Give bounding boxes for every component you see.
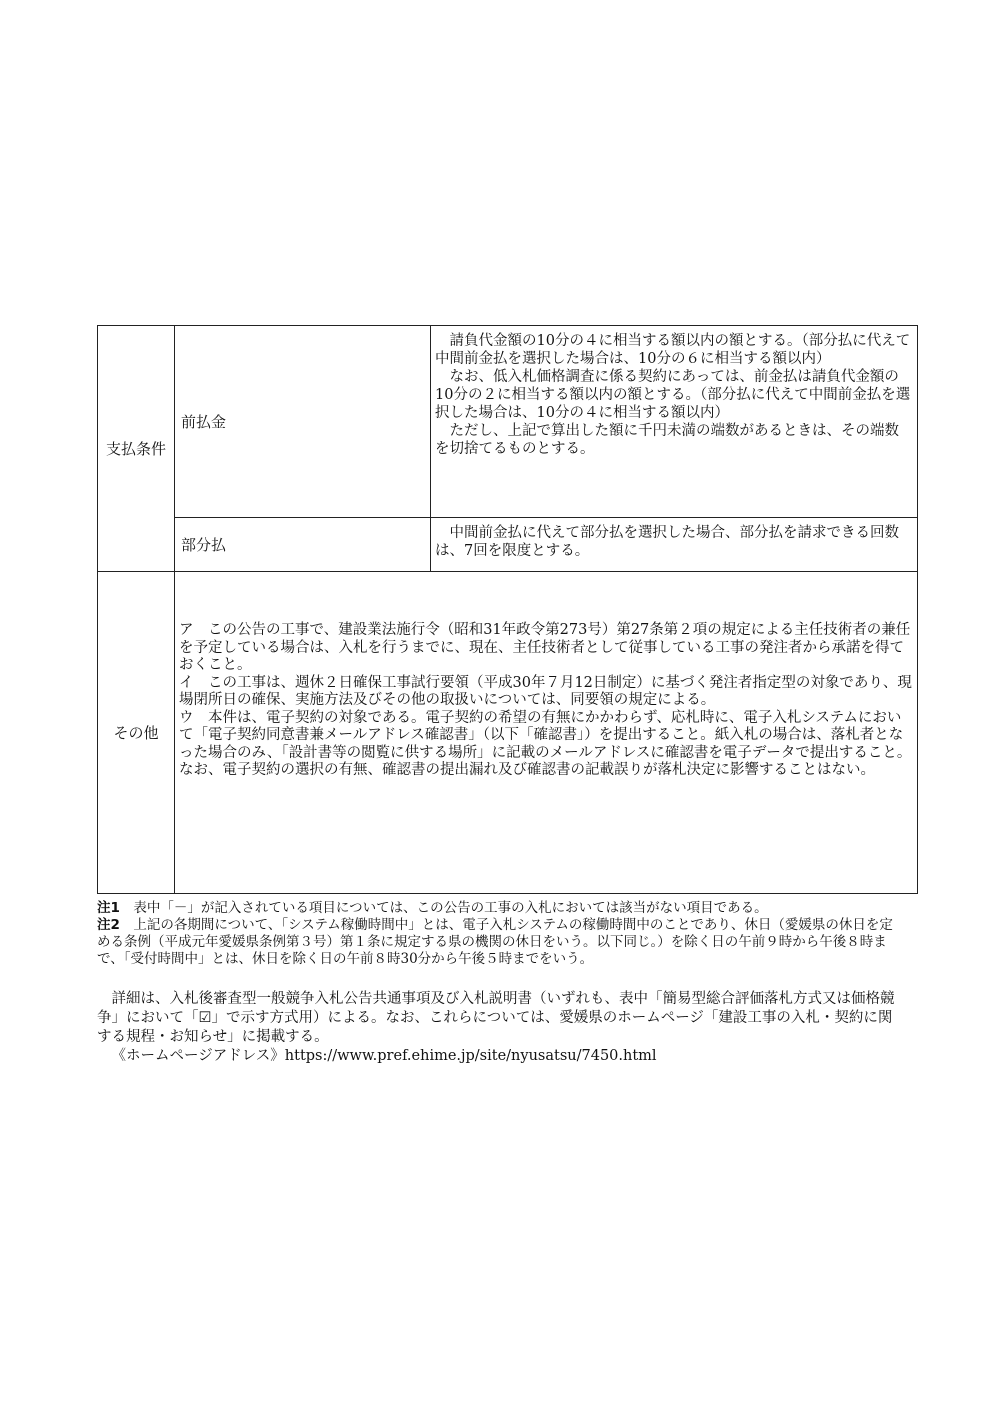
homepage-url: 《ホームページアドレス》https://www.pref.ehime.jp/site/nyusatsu/7450.html [111,1048,657,1064]
advance-payment-label: 前払金 [175,326,431,518]
note-2 [97,917,897,968]
other-item-u: ウ 本件は、電子契約の対象である。電子契約の希望の有無にかかわらず、応札時に、電子入札システムにおいて「電子契約同意書兼メールアドレス確認書」（以下「確認書」）を提出すること。紙入札の場合は、落札者となった場合のみ、「設計書等の閲覧に供する場所」に記載のメールアドレスに確認書を電子データで提出すること。なお、電子契約の選択の有無、確認書の提出漏れ及び確認書の記載誤りが落札決定に影響することはない。 [179,709,912,778]
details-section [97,990,903,1066]
details-paragraph: 詳細は、入札後審査型一般競争入札公告共通事項及び入札説明書（いずれも、表中「簡易型総合評価落札方式又は価格競争」において「☑」で示す方式用）による。なお、これらについては、愛媛県のホームページ「建設工事の入札・契約に関する規程・お知らせ」に掲載する。 [97,991,895,1045]
other-label: その他 [98,572,175,894]
other-item-a: ア この公告の工事で、建設業法施行令（昭和31年政令第273号）第27条第２項の規定による主任技術者の兼任を予定している場合は、入札を行うまでに、現在、主任技術者として従事している工事の発注者から承諾を得ておくこと。 [179,622,911,673]
table-row [98,572,918,894]
note-1 [97,900,897,917]
partial-payment-text [431,518,918,572]
note-2-text: 上記の各期間について、「システム稼働時間中」とは、電子入札システムの稼働時間中のことであり、休日（愛媛県の休日を定める条例（平成元年愛媛県条例第３号）第１条に規定する県の機関の休日をいう。以下同じ。）を除く日の午前９時から午後８時まで、「受付時間中」とは、休日を除く日の午前８時30分から午後５時までをいう。 [97,917,893,967]
advance-paragraph-1: 請負代金額の10分の４に相当する額以内の額とする。（部分払に代えて中間前金払を選択した場合は、10分の６に相当する額以内） [435,333,911,367]
note-1-text: 表中「－」が記入されている項目については、この公告の工事の入札においては該当がない項目である。 [133,900,768,916]
document-page [97,325,912,1066]
partial-paragraph: 中間前金払に代えて部分払を選択した場合、部分払を請求できる回数は、7回を限度とする。 [435,525,899,559]
advance-payment-text [431,326,918,518]
conditions-table [97,325,918,894]
advance-paragraph-2: なお、低入札価格調査に係る契約にあっては、前金払は請負代金額の10分の２に相当する額以内の額とする。（部分払に代えて中間前金払を選択した場合は、10分の４に相当する額以内） [435,369,911,421]
other-item-i: イ この工事は、週休２日確保工事試行要領（平成30年７月12日制定）に基づく発注者指定型の対象であり、現場閉所日の確保、実施方法及びその他の取扱いについては、同要領の規定による。 [179,674,912,708]
note-1-label: 注1 [97,900,120,916]
payment-conditions-label: 支払条件 [98,326,175,572]
note-2-label: 注2 [97,917,120,933]
partial-payment-label: 部分払 [175,518,431,572]
notes [97,900,897,968]
table-row [98,326,918,518]
table-row [98,518,918,572]
advance-paragraph-3: ただし、上記で算出した額に千円未満の端数があるときは、その端数を切捨てるものとする。 [435,423,899,457]
other-text [175,572,918,894]
